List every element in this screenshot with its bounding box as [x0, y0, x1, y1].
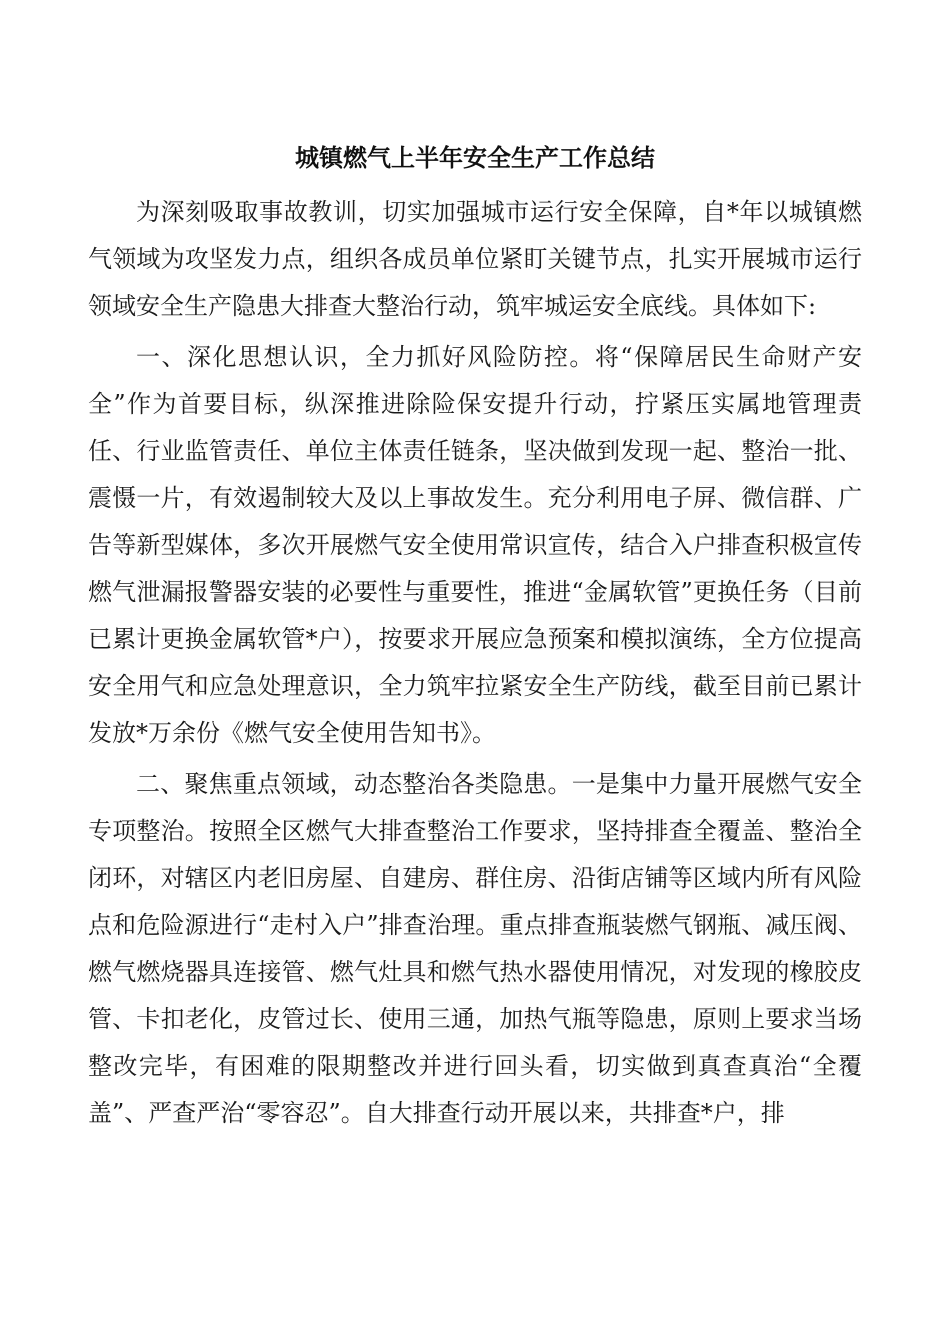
- paragraph-intro: 为深刻吸取事故教训，切实加强城市运行安全保障，自*年以城镇燃气领域为攻坚发力点，组织各成员单位紧盯关键节点，扎实开展城市运行领域安全生产隐患大排查大整治行动，筑牢城运安全底线。具体如下:: [88, 198, 862, 320]
- document-body: [88, 189, 862, 1137]
- paragraph-section-one: 一、深化思想认识，全力抓好风险防控。将“保障居民生命财产安全”作为首要目标，纵深推进除险保安提升行动，拧紧压实属地管理责任、行业监管责任、单位主体责任链条，坚决做到发现一起、整治一批、震慑一片，有效遏制较大及以上事故发生。充分利用电子屏、微信群、广告等新型媒体，多次开展燃气安全使用常识宣传，结合入户排查积极宣传燃气泄漏报警器安装的必要性与重要性，推进“金属软管”更换任务（目前已累计更换金属软管*户），按要求开展应急预案和模拟演练，全方位提高安全用气和应急处理意识，全力筑牢拉紧安全生产防线，截至目前已累计发放*万余份《燃气安全使用告知书》。: [88, 343, 862, 747]
- document-title: 城镇燃气上半年安全生产工作总结: [295, 143, 655, 172]
- paragraph-section-two: 二、聚焦重点领域，动态整治各类隐患。一是集中力量开展燃气安全专项整治。按照全区燃气大排查整治工作要求，坚持排查全覆盖、整治全闭环，对辖区内老旧房屋、自建房、群住房、沿街店铺等区域内所有风险点和危险源进行“走村入户”排查治理。重点排查瓶装燃气钢瓶、减压阀、燃气燃烧器具连接管、燃气灶具和燃气热水器使用情况，对发现的橡胶皮管、卡扣老化，皮管过长、使用三通，加热气瓶等隐患，原则上要求当场整改完毕，有困难的限期整改并进行回头看，切实做到真查真治“全覆盖”、严查严治“零容忍”。自大排查行动开展以来，共排查*户，排: [88, 770, 862, 1127]
